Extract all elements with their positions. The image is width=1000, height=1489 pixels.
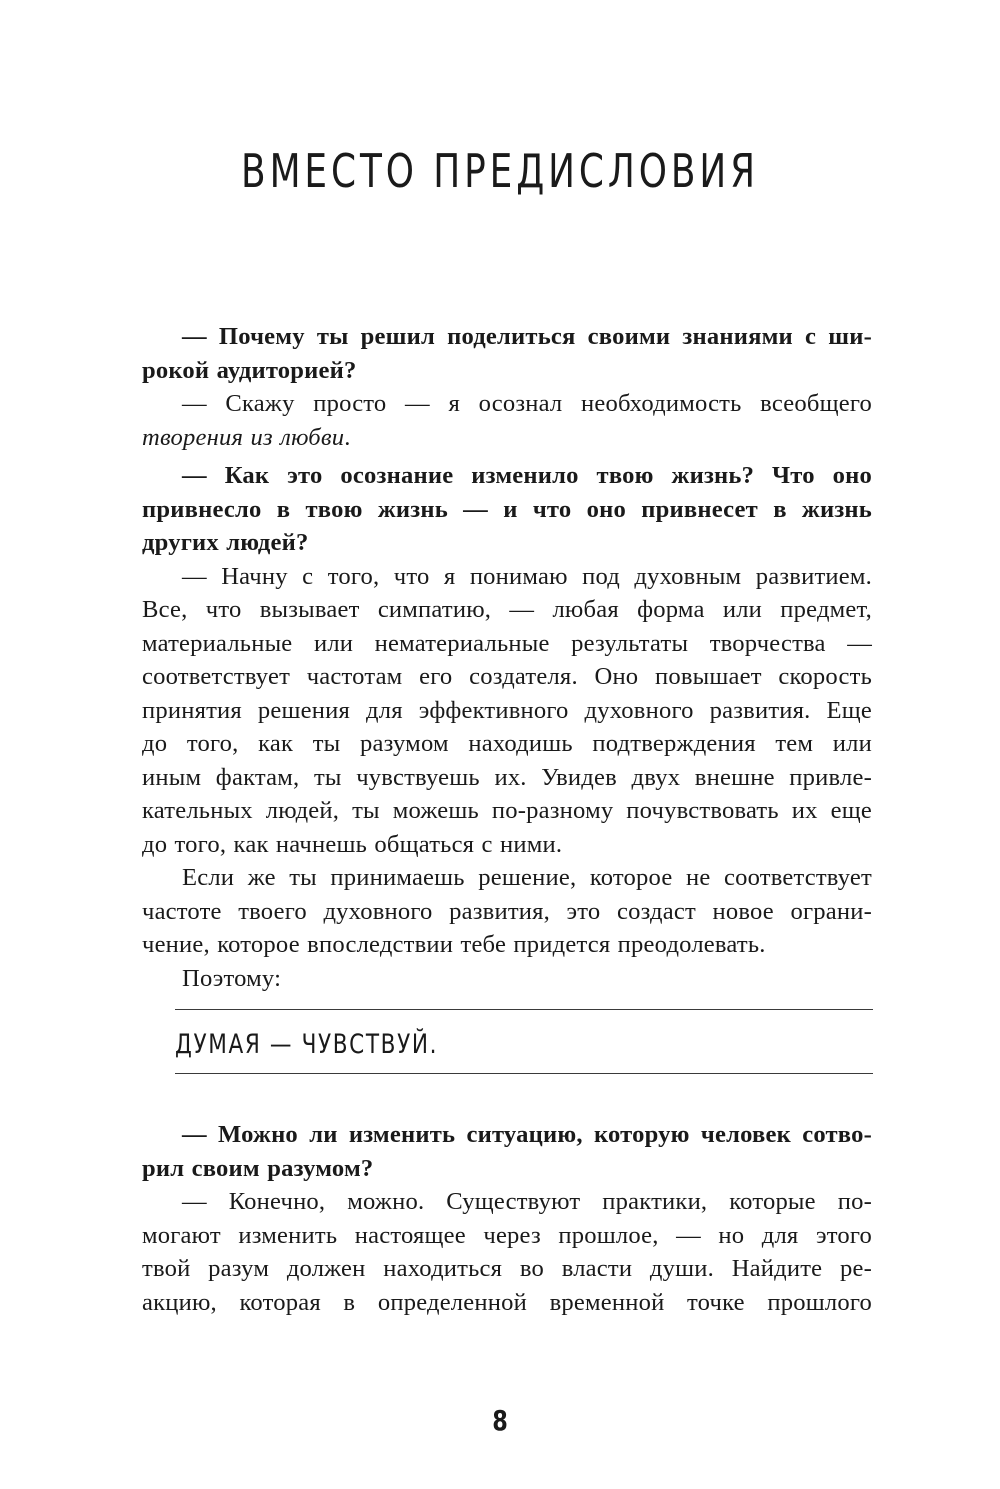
sentence-end: . (344, 423, 351, 451)
italic-phrase: творения из любви (142, 423, 345, 451)
answer-line: до того, как ты разумом находишь подтверждения тем или (142, 730, 872, 757)
question-line: рил своим разумом? (142, 1154, 374, 1182)
answer-line: Все, что вызывает симпатию, — любая форма или предмет, (142, 596, 872, 623)
answer-line: принятия решения для эффективного духовного развития. Еще (142, 696, 872, 724)
callout-bottom-rule (175, 1073, 873, 1074)
answer-line: иным фактам, ты чувствуешь их. Увидев двух внешне привле- (142, 763, 872, 791)
question-line: привнесло в твою жизнь — и что оно привнесет в жизнь (142, 495, 872, 523)
page-number: 8 (492, 1404, 508, 1437)
answer-line: — Начну с того, что я понимаю под духовным развитием. (182, 562, 872, 590)
question-line: — Можно ли изменить ситуацию, которую человек сотво- (182, 1121, 872, 1148)
question-line: других людей? (142, 529, 309, 556)
question-line: — Почему ты решил поделиться своими знаниями с ши- (182, 323, 872, 350)
lead-in-line: Поэтому: (182, 964, 282, 992)
paragraph-line: Если же ты принимаешь решение, которое не соответствует (182, 864, 872, 891)
answer-line: кательных людей, ты можешь по-разному почувствовать их еще (142, 797, 872, 824)
callout-text: ДУМАЯ — ЧУВСТВУЙ. (175, 1029, 439, 1060)
answer-line: до того, как начнешь общаться с ними. (142, 830, 563, 858)
section-2 (142, 459, 872, 995)
page-title: ВМЕСТО ПРЕДИСЛОВИЯ (241, 144, 759, 198)
paragraph-line: частоте твоего духовного развития, это создаст новое ограни- (142, 897, 872, 925)
answer-line: соответствует частотам его создателя. Оно повышает скорость (142, 663, 872, 690)
answer-line: твой разум должен находиться во власти души. Найдите ре- (142, 1255, 872, 1282)
answer-line: — Конечно, можно. Существуют практики, которые по- (182, 1188, 872, 1215)
paragraph-line: чение, которое впоследствии тебе придется преодолевать. (142, 931, 766, 958)
question-line: — Как это осознание изменило твою жизнь? Что оно (182, 462, 872, 489)
question-line: рокой аудиторией? (142, 356, 357, 384)
answer-line: материальные или нематериальные результаты творчества — (142, 629, 872, 657)
section-3 (142, 1118, 872, 1319)
answer-line (142, 421, 872, 455)
answer-line: могают изменить настоящее через прошлое, — но для этого (142, 1221, 872, 1249)
answer-line: акцию, которая в определенной временной точке прошлого (142, 1288, 872, 1316)
answer-line: — Скажу просто — я осознал необходимость всеобщего (182, 390, 872, 417)
callout-top-rule (175, 1009, 873, 1010)
section-1 (142, 320, 872, 454)
